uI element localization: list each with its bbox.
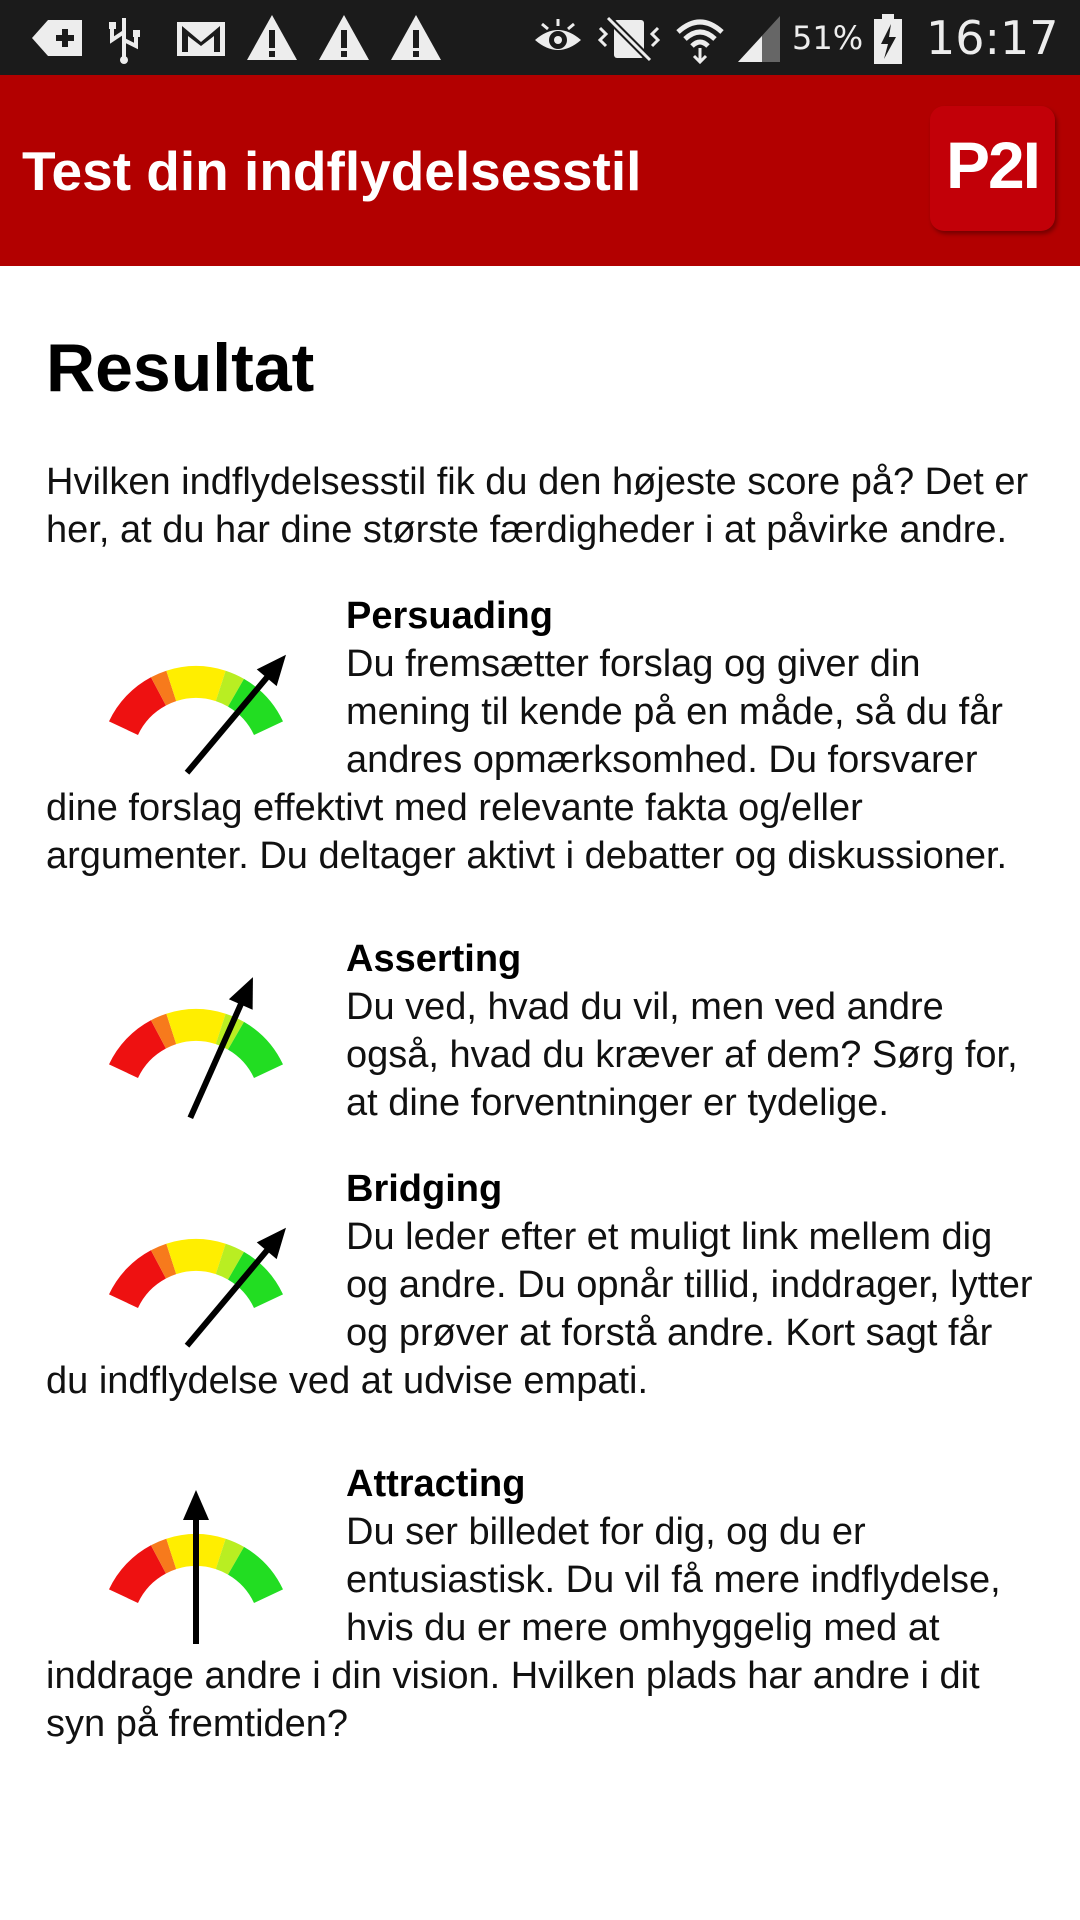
clock: 16:17 bbox=[926, 11, 1059, 65]
gauge-segment bbox=[166, 666, 225, 701]
battery-charging-icon bbox=[868, 10, 908, 66]
result-asserting bbox=[46, 935, 1036, 1127]
gauge bbox=[46, 592, 346, 782]
gauge-icon bbox=[46, 592, 346, 782]
page-title: Resultat bbox=[46, 330, 315, 406]
warning-icon bbox=[244, 10, 300, 66]
result-persuading bbox=[46, 592, 1036, 880]
result-title: Persuading bbox=[346, 595, 553, 637]
signal-icon bbox=[734, 10, 786, 66]
gauge-segment bbox=[166, 1009, 225, 1044]
vibrate-off-icon bbox=[594, 10, 664, 66]
intro-text: Hvilken indflydelsesstil fik du den højeste score på? Det er her, at du har dine største færdigheder i at påvirke andre. bbox=[46, 461, 1029, 551]
gauge bbox=[46, 1460, 346, 1650]
app-title: Test din indflydelsesstil bbox=[22, 140, 642, 202]
result-title: Attracting bbox=[346, 1463, 526, 1505]
result-title: Bridging bbox=[346, 1168, 503, 1210]
wifi-icon bbox=[674, 10, 726, 66]
warning-icon bbox=[316, 10, 372, 66]
result-description: Du ser billedet for dig, og du er entusiastisk. Du vil få mere indflydelse, hvis du er mere omhyggelig med at inddrage andre i din vision. Hvilken plads har andre i dit syn på fremtiden? bbox=[46, 1511, 1001, 1745]
gauge-icon bbox=[46, 1460, 346, 1650]
add-icon bbox=[28, 10, 88, 66]
battery-percent: 51% bbox=[792, 19, 864, 57]
warning-icon bbox=[388, 10, 444, 66]
gauge bbox=[46, 1165, 346, 1355]
app-bar bbox=[0, 75, 1080, 266]
gauge-icon bbox=[46, 1165, 346, 1355]
app-logo bbox=[930, 106, 1055, 231]
status-bar bbox=[0, 0, 1080, 75]
gauge-needle-head bbox=[183, 1490, 209, 1520]
gauge bbox=[46, 935, 346, 1125]
content bbox=[46, 266, 1036, 1748]
eye-icon bbox=[532, 10, 584, 66]
result-description: Du leder efter et muligt link mellem dig og andre. Du opnår tillid, inddrager, lytter og prøver at forstå andre. Kort sagt får du indflydelse ved at udvise empati. bbox=[46, 1216, 1033, 1402]
gauge-icon bbox=[46, 935, 346, 1125]
gmail-icon bbox=[174, 10, 228, 66]
result-bridging bbox=[46, 1165, 1036, 1405]
result-description: Du fremsætter forslag og giver din mening til kende på en måde, så du får andres opmærksomhed. Du forsvarer dine forslag effektivt med relevante fakta og/eller argumenter. Du deltager aktivt i debatter og diskussioner. bbox=[46, 643, 1008, 877]
gauge-segment bbox=[166, 1239, 225, 1274]
usb-icon bbox=[104, 10, 144, 66]
result-attracting bbox=[46, 1460, 1036, 1748]
logo-text: P2I bbox=[945, 128, 1040, 202]
result-description: Du ved, hvad du vil, men ved andre også, hvad du kræver af dem? Sørg for, at dine forventninger er tydelige. bbox=[346, 986, 1018, 1124]
result-title: Asserting bbox=[346, 938, 522, 980]
